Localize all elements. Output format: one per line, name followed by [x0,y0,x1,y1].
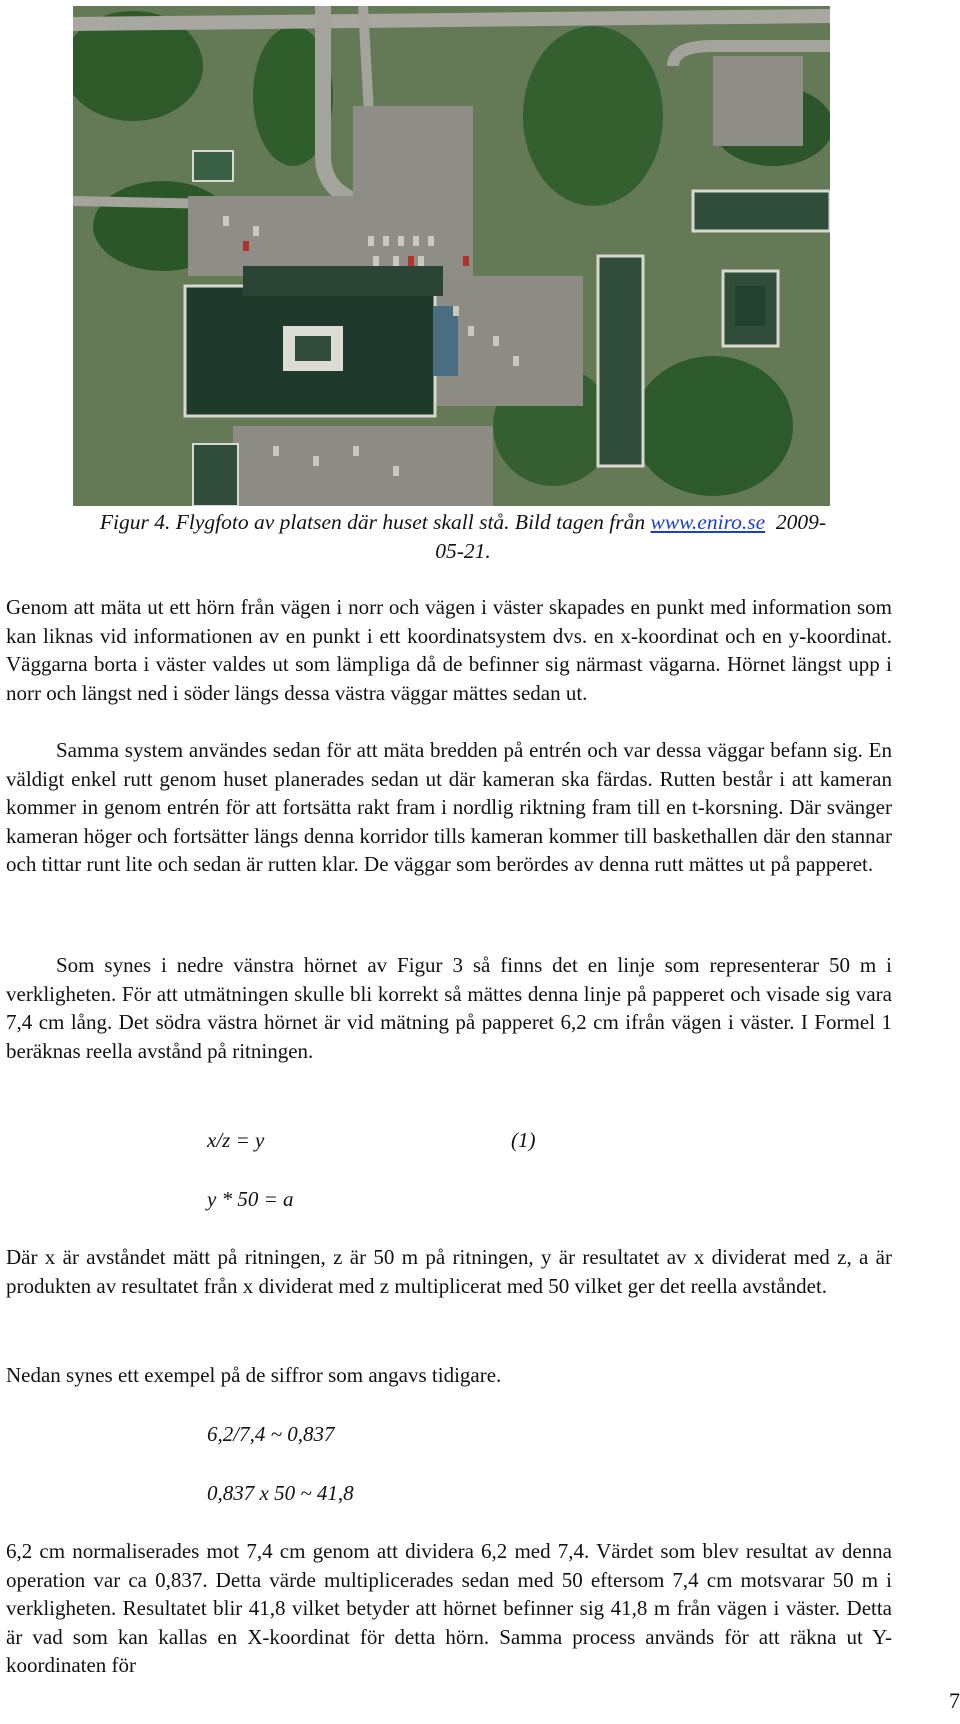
formula-2: y * 50 = a [207,1187,294,1211]
paragraph-3-text: Som synes i nedre vänstra hörnet av Figur 3 så finns det en linje som representerar 50 m i verkligheten. För att utmätningen skulle bli korrekt så mättes denna linje på papperet och visade sig vara 7,4 cm lång. Det södra västra hörnet är vid mätning på papperet 6,2 cm ifrån vägen i väster. I Formel 1 beräknas reella avstånd på ritningen. [6,953,892,1063]
caption-link[interactable]: www.eniro.se [650,510,766,534]
figure-caption [8,508,918,566]
example-2: 0,837 x 50 ~ 41,8 [207,1481,354,1505]
paragraph-2-text: Samma system användes sedan för att mäta bredden på entrén och var dessa väggar befann sig. En väldigt enkel rutt genom huset planerades sedan ut där kameran ska färdas. Rutten består i att kameran kommer in genom entrén för att fortsätta rakt fram i nordlig riktning fram till en t-korsning. Där svänger kameran höger och fortsätter längs denna korridor tills kameran kommer till baskethallen där den stannar och tittar runt lite och sedan är rutten klar. De väggar som berördes av denna rutt mättes ut på papperet. [6,738,892,877]
page-number: 7 [949,1688,960,1713]
example-1: 6,2/7,4 ~ 0,837 [207,1422,335,1446]
paragraph-2 [6,736,892,879]
paragraph-1 [6,593,892,707]
formula-1-number: (1) [511,1128,536,1152]
paragraph-6 [6,1537,892,1680]
paragraph-4-text: Där x är avståndet mätt på ritningen, z är 50 m på ritningen, y är resultatet av x dividerat med z, a är produkten av resultatet från x dividerat med z multiplicerat med 50 vilket ger det reella avståndet. [6,1245,892,1298]
paragraph-5 [6,1361,892,1390]
paragraph-5-text: Nedan synes ett exempel på de siffror som angavs tidigare. [6,1363,502,1387]
paragraph-1-text: Genom att mäta ut ett hörn från vägen i norr och vägen i väster skapades en punkt med information som kan liknas vid informationen av en punkt i ett koordinatsystem dvs. en x-koordinat och en y-koordinat. Väggarna borta i väster valdes ut som lämpliga då de befinner sig närmast vägarna. Hörnet längst upp i norr och längst ned i söder längs dessa västra väggar mättes sedan ut. [6,595,892,705]
paragraph-4 [6,1243,892,1300]
formula-1: x/z = y [207,1128,265,1152]
caption-date-part1: 2009- [775,510,827,534]
paragraph-3 [6,951,892,1065]
aerial-photo [73,6,830,506]
caption-text: Figur 4. Flygfoto av platsen där huset skall stå. Bild tagen från [99,510,646,534]
paragraph-6-text: 6,2 cm normaliserades mot 7,4 cm genom att dividera 6,2 med 7,4. Värdet som blev resultat av denna operation var ca 0,837. Detta värde multiplicerades sedan med 50 eftersom 7,4 cm motsvarar 50 m i verkligheten. Resultatet blir 41,8 vilket betyder att hörnet befinner sig 41,8 m från vägen i väster. Detta är vad som kan kallas en X-koordinat för detta hörn. Samma process används för att räkna ut Y-koordinaten för [6,1539,892,1678]
caption-date-part2: 05-21. [435,539,491,563]
